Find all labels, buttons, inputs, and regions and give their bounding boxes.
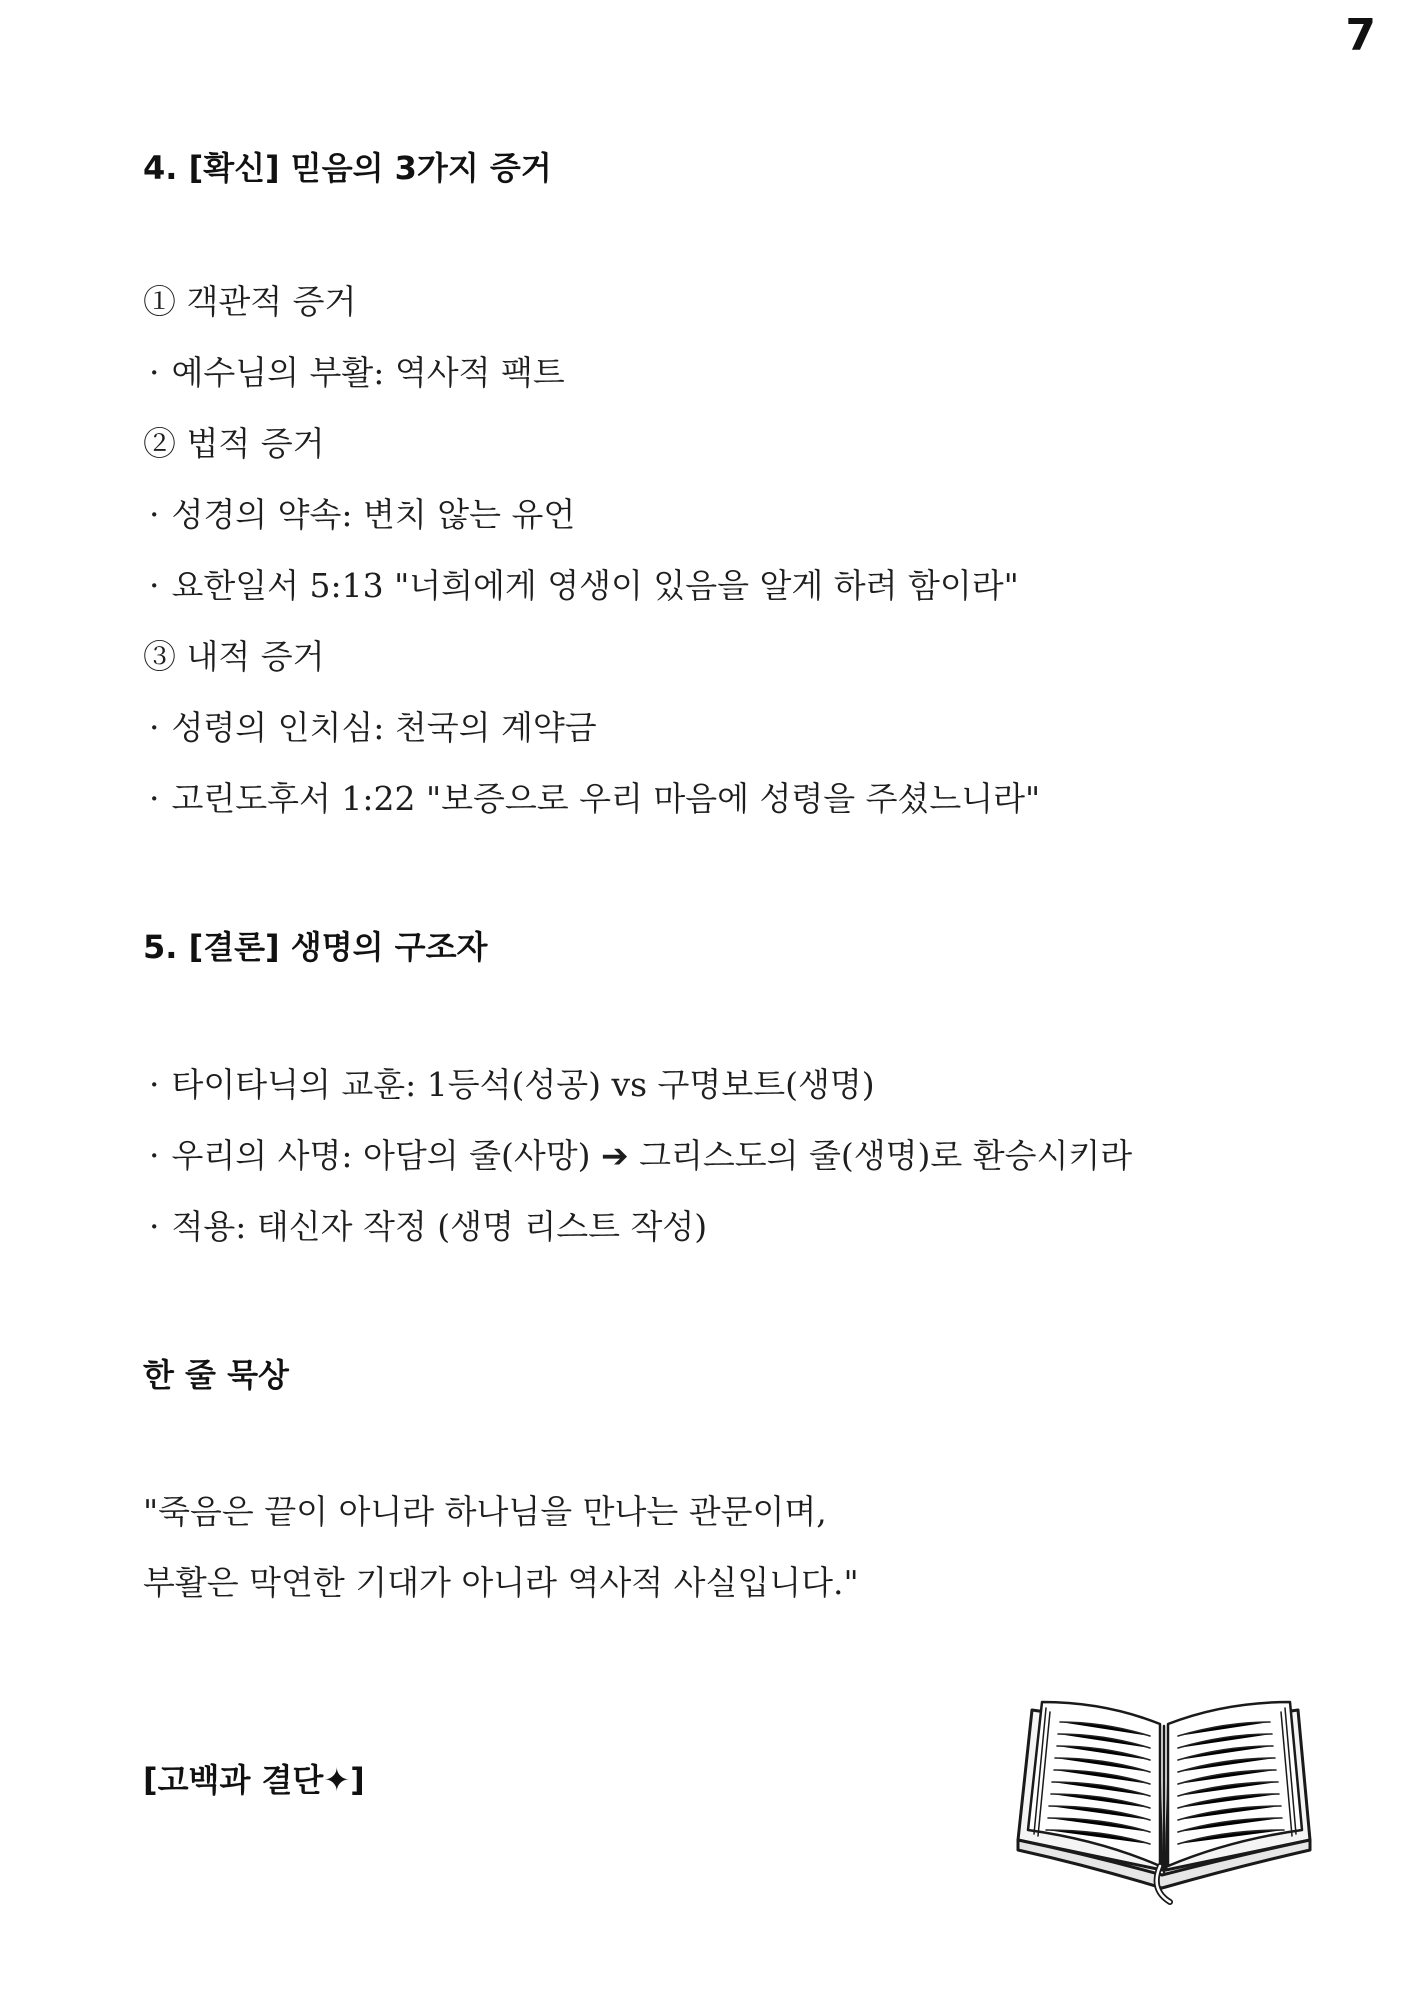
evidence-objective-item: · 예수님의 부활: 역사적 팩트 [143,353,565,393]
meditation-line-2: 부활은 막연한 기대가 아니라 역사적 사실입니다." [143,1563,859,1602]
evidence-legal-verse: · 요한일서 5:13 "너희에게 영생이 있음을 알게 하려 함이라" [143,566,1019,606]
conclusion-item-3: · 적용: 태신자 작정 (생명 리스트 작성) [143,1207,707,1247]
open-bible-icon [1010,1690,1320,1905]
evidence-internal-item: · 성령의 인치심: 천국의 계약금 [143,708,597,748]
evidence-legal-item: · 성경의 약속: 변치 않는 유언 [143,495,575,535]
evidence-legal-title: ② 법적 증거 [143,424,325,463]
page-number: 7 [1345,10,1376,61]
meditation-heading: 한 줄 묵상 [143,1356,289,1394]
evidence-objective-title: ① 객관적 증거 [143,282,357,321]
evidence-internal-verse: · 고린도후서 1:22 "보증으로 우리 마음에 성령을 주셨느니라" [143,779,1040,819]
confession-heading: [고백과 결단✦] [143,1761,365,1799]
evidence-internal-title: ③ 내적 증거 [143,637,325,676]
section-4-heading: 4. [확신] 믿음의 3가지 증거 [143,149,552,187]
conclusion-item-2: · 우리의 사명: 아담의 줄(사망) ➔ 그리스도의 줄(생명)로 환승시키라 [143,1136,1132,1176]
conclusion-item-1: · 타이타닉의 교훈: 1등석(성공) vs 구명보트(생명) [143,1065,875,1105]
meditation-line-1: "죽음은 끝이 아니라 하나님을 만나는 관문이며, [143,1492,827,1531]
section-5-heading: 5. [결론] 생명의 구조자 [143,928,488,966]
